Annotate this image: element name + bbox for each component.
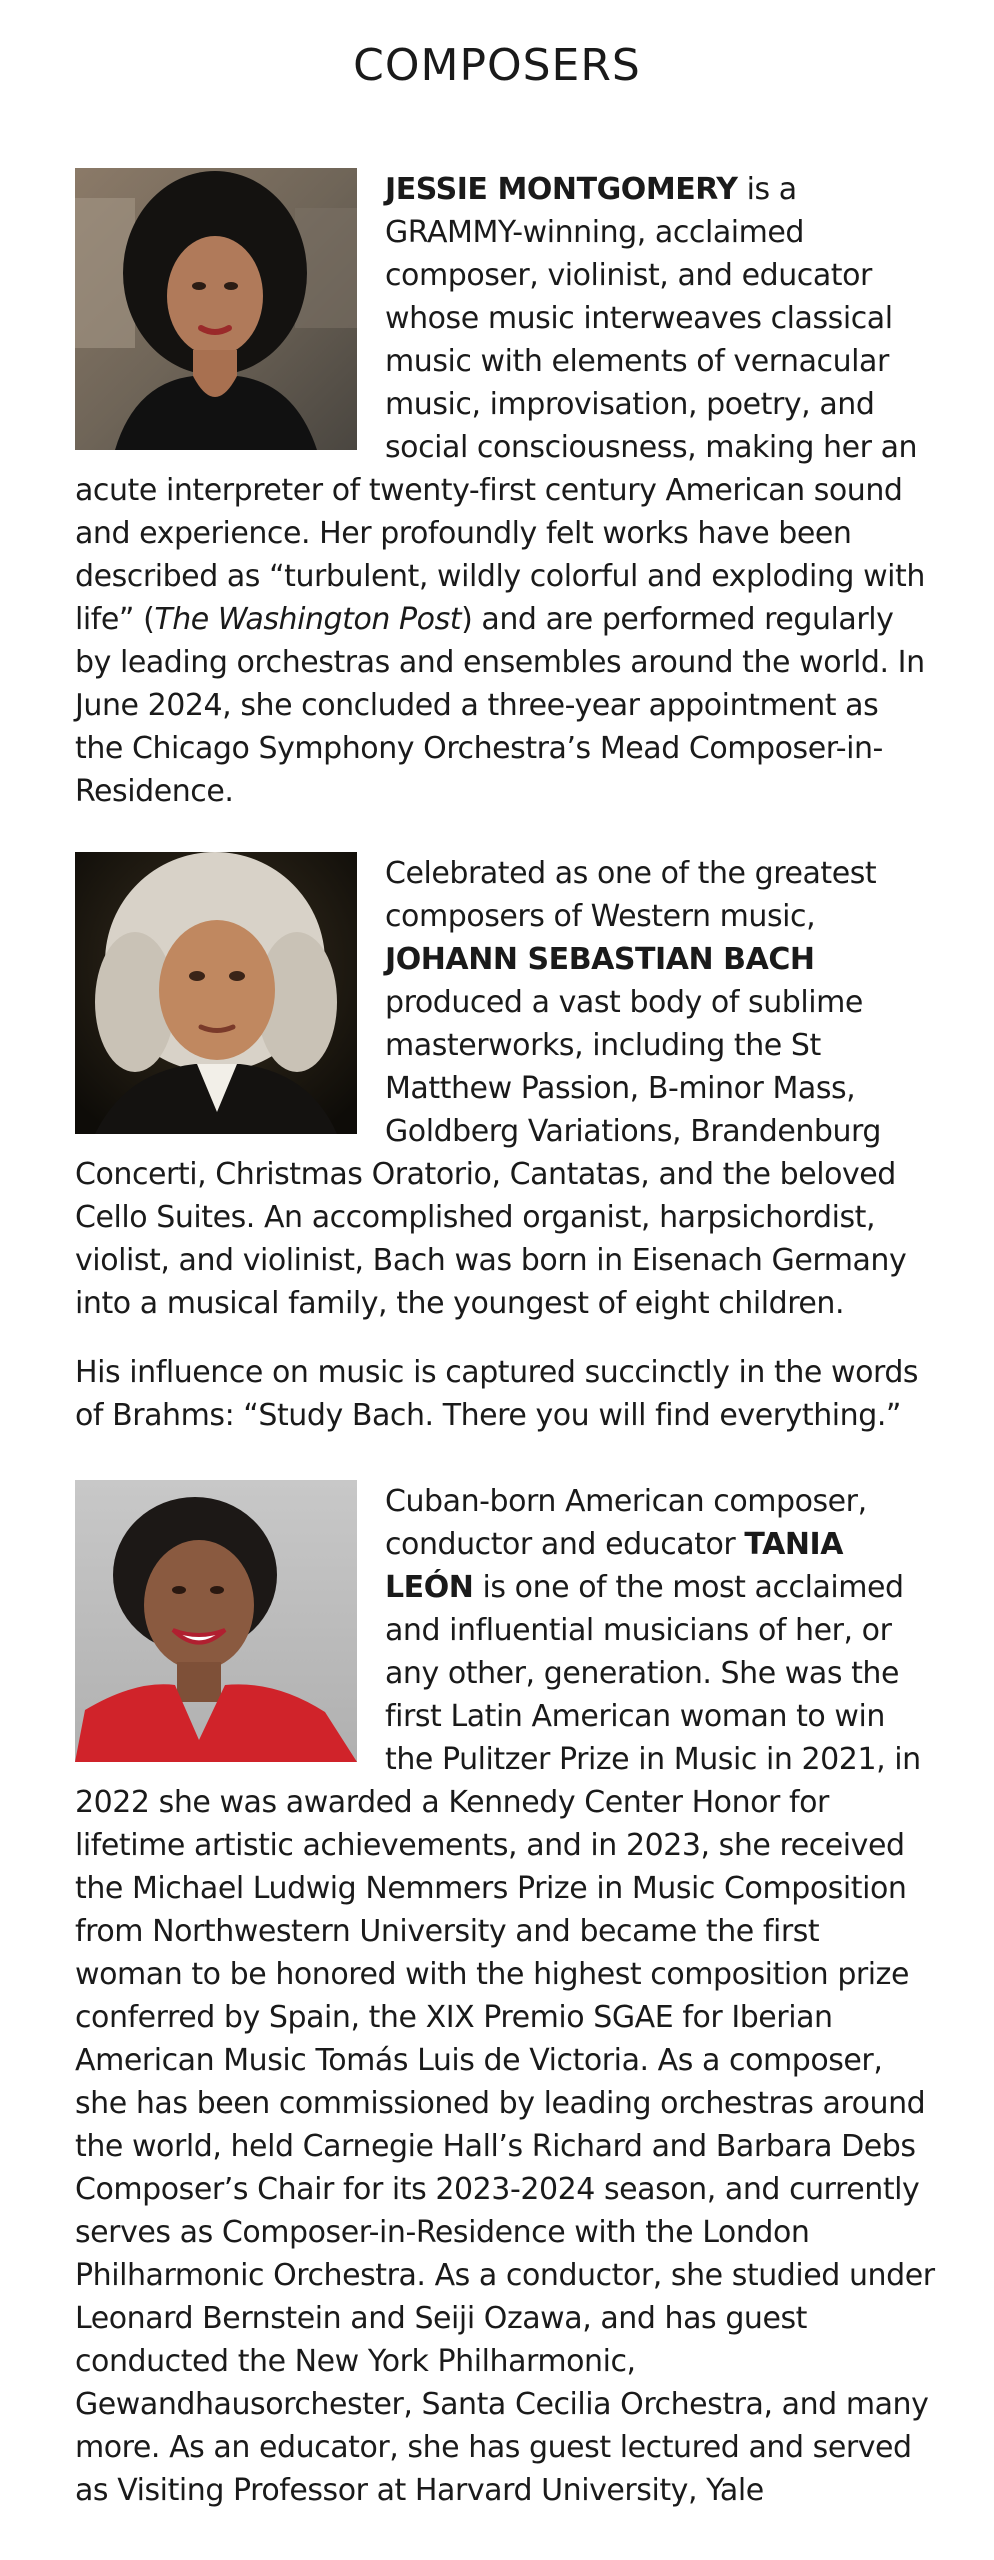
portrait-photo-icon	[75, 1480, 357, 1762]
bio-text: produced a vast body of sublime masterworks, including the St Matthew Passion, B-minor Mass, Goldberg Variations, Brandenburg Concerti, Christmas Oratorio, Cantatas, and the beloved Cello Suites. An accomplished organist, harpsichordist, violist, and violinist, Bach was born in Eisenach Germany into a musical family, the youngest of eight children.	[75, 985, 907, 1321]
bio-quote-paragraph: His influence on music is captured succinctly in the words of Brahms: “Study Bach. There you will find everything.”	[75, 1355, 919, 1433]
portrait-painting-icon	[75, 852, 357, 1134]
portrait-photo-icon	[75, 168, 357, 450]
page-title: COMPOSERS	[353, 40, 641, 91]
bio-tania-leon	[75, 1480, 935, 2512]
bio-text: is a GRAMMY-winning, acclaimed composer, violinist, and educator whose music interweaves classical music with elements of vernacular music, improvisation, poetry, and social consciousness, making her an acute interpreter of twenty-first century American sound and experience. Her profoundly felt works have been described as “turbulent, wildly colorful and exploding with life” (	[75, 172, 925, 637]
composer-name: JESSIE MONTGOMERY	[385, 172, 738, 207]
bio-text: is one of the most acclaimed and influential musicians of her, or any other, generation. She was the first Latin American woman to win the Pulitzer Prize in Music in 2021, in 2022 she was awarded a Kennedy Center Honor for lifetime artistic achievements, and in 2023, she received the Michael Ludwig Nemmers Prize in Music Composition from Northwestern University and became the first woman to be honored with the highest composition prize conferred by Spain, the XIX Premio SGAE for Iberian American Music Tomás Luis de Victoria. As a composer, she has been commissioned by leading orchestras around the world, held Carnegie Hall’s Richard and Barbara Debs Composer’s Chair for its 2023-2024 season, and currently serves as Composer-in-Residence with the London Philharmonic Orchestra. As a conductor, she studied under Leonard Bernstein and Seiji Ozawa, and has guest conducted the New York Philharmonic, Gewandhausorchester, Santa Cecilia Orchestra, and many more. As an educator, she has guest lectured and served as Visiting Professor at Harvard University, Yale	[75, 1570, 935, 2508]
composer-name: TANIA LEÓN	[385, 1527, 843, 1605]
bio-johann-sebastian-bach	[75, 852, 935, 1325]
bio-text: Cuban-born American composer, conductor and educator	[385, 1484, 867, 1562]
publication-title: The Washington Post	[154, 602, 462, 637]
composer-name: JOHANN SEBASTIAN BACH	[385, 942, 815, 977]
bio-text: ) and are performed regularly by leading orchestras and ensembles around the world. In June 2024, she concluded a three-year appointment as the Chicago Symphony Orchestra’s Mead Composer-in-Residence.	[75, 602, 925, 809]
bio-text: Celebrated as one of the greatest composers of Western music,	[385, 856, 877, 934]
bio-jessie-montgomery	[75, 168, 935, 813]
